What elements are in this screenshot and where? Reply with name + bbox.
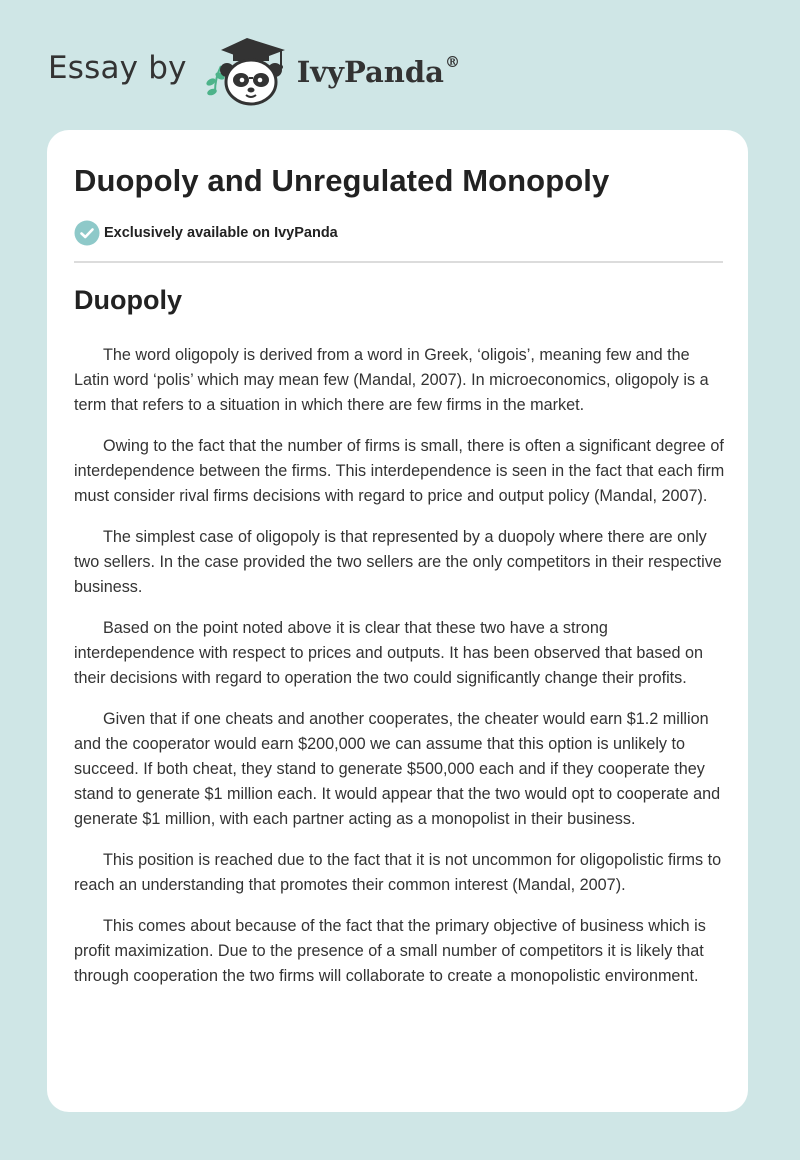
panda-logo-icon[interactable]	[201, 36, 293, 108]
essay-card	[47, 130, 748, 1112]
paragraph: Owing to the fact that the number of firms is small, there is often a significant degree of interdependence between the firms. This interdependence is seen in the fact that each firm must consider rival firms decisions with regard to price and output policy (Mandal, 2007).	[74, 437, 725, 505]
paragraph: Based on the point noted above it is clear that these two have a strong interdependence with respect to prices and outputs. It has been observed that based on their decisions with regard to operation the two could significantly change their profits.	[74, 619, 704, 687]
paragraph: Given that if one cheats and another cooperates, the cheater would earn $1.2 million and the cooperator would earn $200,000 we can assume that this option is unlikely to succeed. If both cheat, they stand to generate $500,000 each and if they cooperate they stand to generate $1 million each. It would appear that the two would opt to cooperate and generate $1 million, with each partner acting as a monopolist in their business.	[74, 710, 721, 828]
paragraph: This position is reached due to the fact that it is not uncommon for oligopolistic firms to reach an understanding that promotes their common interest (Mandal, 2007).	[74, 851, 722, 894]
essay-body	[74, 343, 725, 1005]
check-circle-icon	[74, 220, 100, 246]
exclusive-badge	[74, 220, 338, 246]
essay-by-label: Essay by	[48, 50, 187, 86]
paragraph: The simplest case of oligopoly is that represented by a duopoly where there are only two sellers. In the case provided the two sellers are the only competitors in their respective business.	[74, 528, 722, 596]
registered-mark: ®	[444, 53, 460, 71]
paragraph: This comes about because of the fact that the primary objective of business which is profit maximization. Due to the presence of a small number of competitors it is likely that through cooperation the two firms will collaborate to create a monopolistic environment.	[74, 917, 706, 985]
divider	[74, 261, 723, 263]
page-title: Duopoly and Unregulated Monopoly	[74, 163, 610, 198]
brand-name[interactable]	[297, 55, 460, 89]
site-header	[48, 36, 460, 108]
paragraph: The word oligopoly is derived from a word in Greek, ‘oligois’, meaning few and the Latin word ‘polis’ which may mean few (Mandal, 2007). In microeconomics, oligopoly is a term that refers to a situation in which there are few firms in the market.	[74, 346, 709, 414]
badge-label: Exclusively available on IvyPanda	[104, 225, 338, 241]
brand-name-text: IvyPanda	[296, 55, 444, 89]
section-heading: Duopoly	[74, 285, 182, 315]
